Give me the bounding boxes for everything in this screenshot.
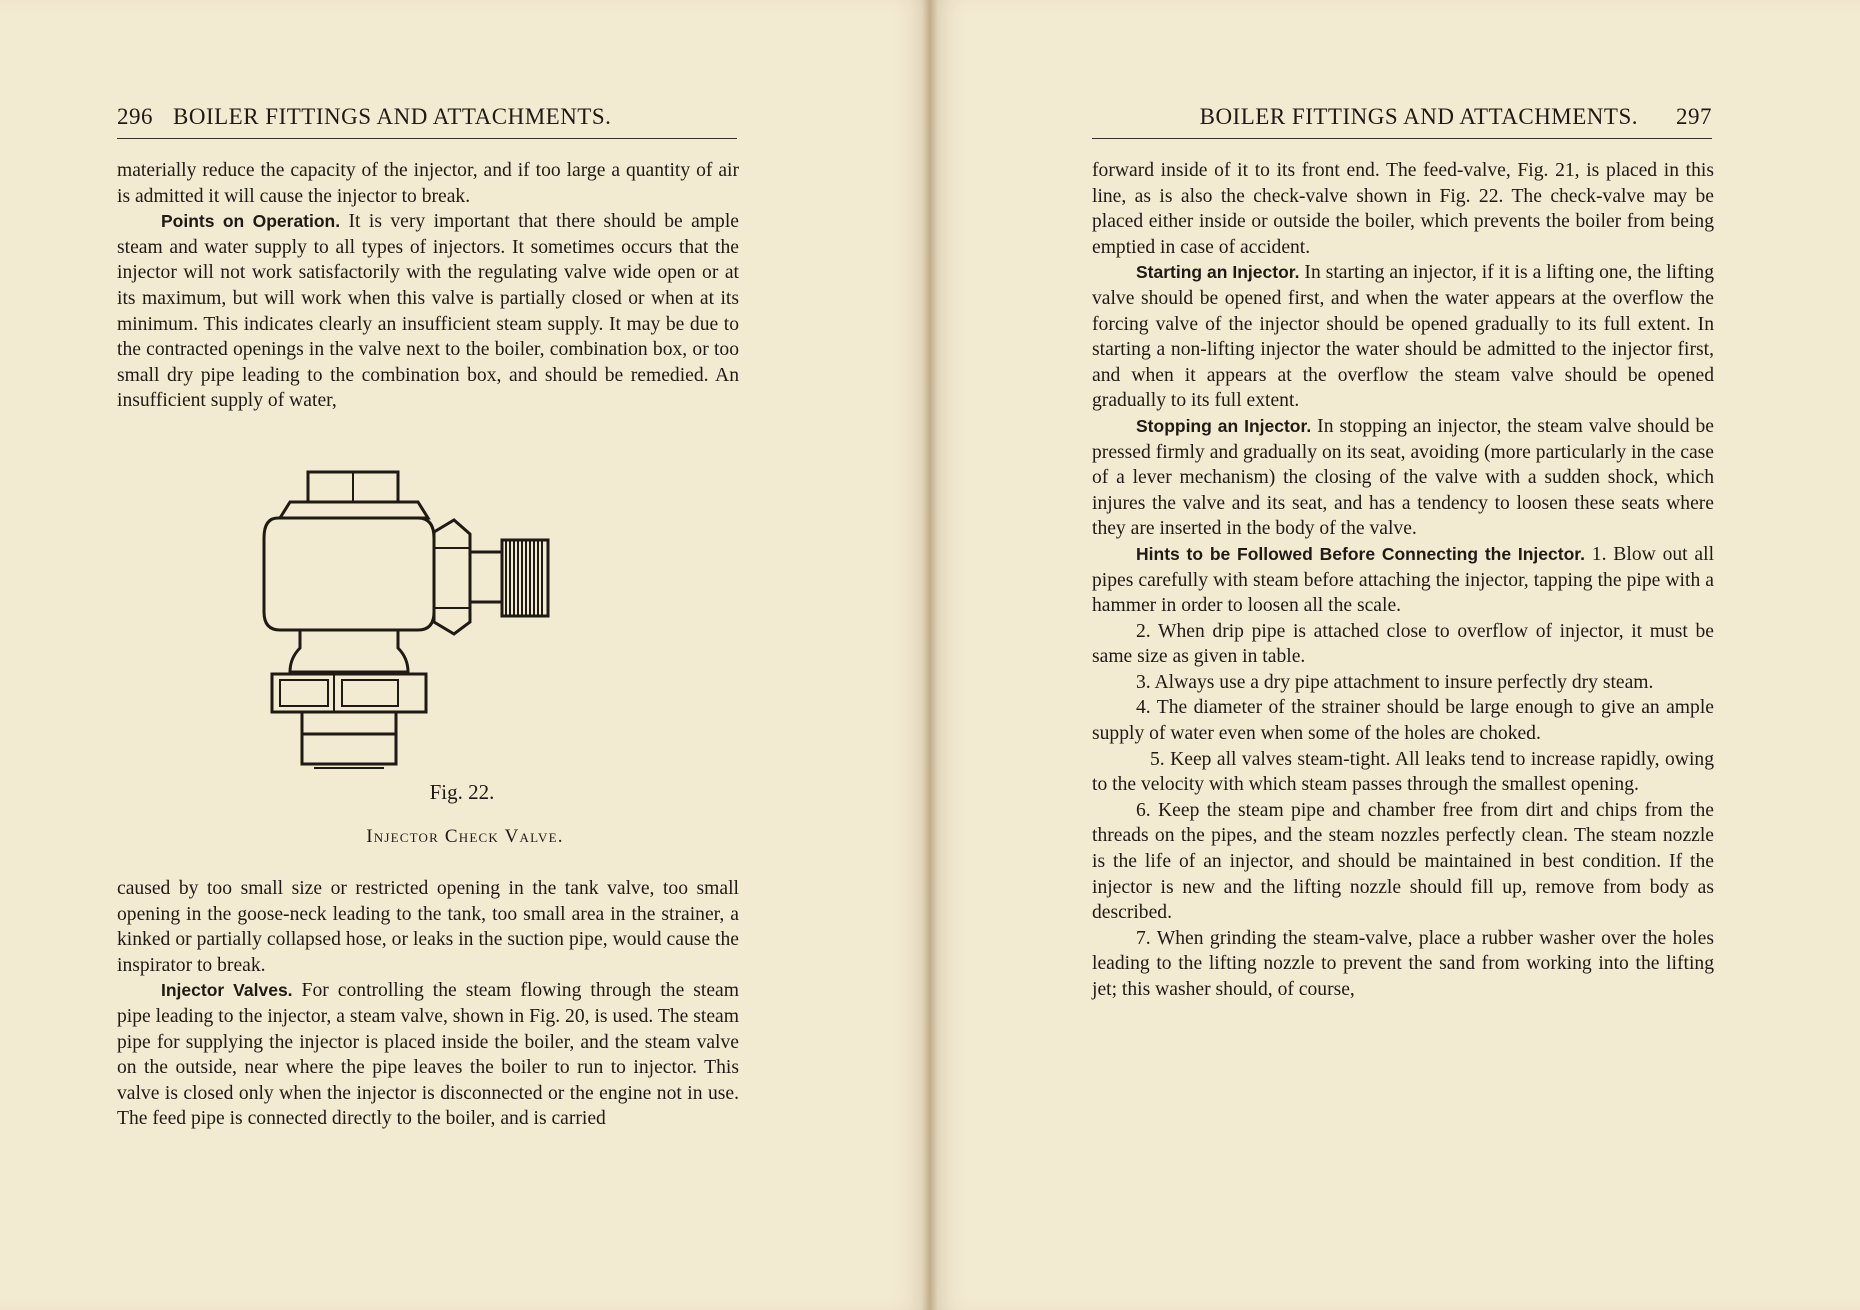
hint-item: 7. When grinding the steam-valve, place a rubber washer over the holes leading to the lifting nozzle to prevent the sand from working into the lifting jet; this washer should, of course,: [1092, 927, 1714, 1000]
paragraph-hints: Hints to be Followed Before Connecting the Injector. 1. Blow out all pipes carefully with steam before attaching the injector, tapping the pipe with a hammer in order to loosen all the scale.: [1092, 543, 1715, 617]
book-gutter: [922, 0, 938, 1310]
right-running-head-title: BOILER FITTINGS AND ATTACHMENTS.: [1199, 104, 1638, 129]
hint-item: 2. When drip pipe is attached close to overflow of injector, it must be same size as given in table.: [1092, 620, 1714, 668]
right-running-header: [1092, 104, 1712, 139]
injector-check-valve-figure: [250, 462, 630, 802]
paragraph: forward inside of it to its front end. The feed-valve, Fig. 21, is placed in this line, as is also the check-valve shown in Fig. 22. The check-valve may be placed either inside or outside the boiler, which prevents the boiler from being emptied in case of accident.: [1092, 160, 1714, 258]
figure-label: Fig. 22.: [429, 780, 495, 804]
paragraph: materially reduce the capacity of the injector, and if too large a quantity of air is admitted it will cause the injector to break.: [117, 160, 739, 207]
left-page-number: 296: [117, 104, 153, 129]
paragraph-heading: Stopping an Injector.: [1136, 415, 1312, 436]
figure-title: Injector Check Valve.: [366, 826, 564, 847]
right-page-number: 297: [1676, 104, 1712, 129]
right-text: [1092, 158, 1714, 1003]
paragraph-heading: Injector Valves.: [161, 980, 293, 1001]
paragraph: caused by too small size or restricted opening in the tank valve, too small opening in the goose-neck leading to the tank, too small area in the strainer, a kinked or partially collapsed hose, or leaks in the suction pipe, would cause the inspirator to break.: [117, 878, 739, 976]
left-bottom-text: [117, 876, 739, 1132]
paragraph-points-on-operation: Points on Operation. It is very important that there should be ample steam and water supply to all types of injectors. It sometimes occurs that the injector will not work satisfactorily with the regulating valve wide open or at its maximum, but will work when this valve is partially closed or when at its minimum. This indicates clearly an insufficient steam supply. It may be due to the contracted openings in the valve next to the boiler, combination box, or too small dry pipe leading to the combination box, and should be remedied. An insufficient supply of water,: [117, 211, 739, 412]
left-top-text: [117, 158, 739, 414]
paragraph-heading: Hints to be Followed Before Connecting the Injector.: [1136, 543, 1585, 564]
paragraph-starting-an-injector: Starting an Injector. In starting an injector, if it is a lifting one, the lifting valve should be opened first, and when the water appears at the overflow the forcing valve of the injector should be opened gradually to its full extent. In starting a non-lifting injector the water should be admitted to the injector first, and when it appears at the overflow the steam valve should be opened gradually to its full extent.: [1092, 262, 1714, 412]
hint-item: 5. Keep all valves steam-tight. All leaks tend to increase rapidly, owing to the velocity with which steam passes through the smallest opening.: [1092, 748, 1714, 796]
paragraph-heading: Starting an Injector.: [1136, 262, 1300, 283]
left-running-header: [117, 104, 737, 139]
hint-item: 3. Always use a dry pipe attachment to insure perfectly dry steam.: [1136, 671, 1654, 693]
paragraph-injector-valves: Injector Valves. For controlling the steam flowing through the steam pipe leading to the injector, a steam valve, shown in Fig. 20, is used. The steam pipe for supplying the injector is placed inside the boiler, and the steam valve on the outside, near where the pipe leaves the boiler to run to injector. This valve is closed only when the injector is disconnected or the engine not in use. The feed pipe is connected directly to the boiler, and is carried: [117, 980, 739, 1130]
paragraph-heading: Points on Operation.: [161, 211, 341, 232]
right-page: [930, 0, 1860, 1310]
paragraph-stopping-an-injector: Stopping an Injector. In stopping an injector, the steam valve should be pressed firmly and gradually on its seat, avoiding (more particularly in the case of a lever mechanism) the closing of the valve with a sudden shock, which injures the valve and its seat, and has a tendency to loosen these seats where they are inserted in the body of the valve.: [1092, 415, 1714, 540]
hint-item: 6. Keep the steam pipe and chamber free from dirt and chips from the threads on the pipes, and the steam nozzles perfectly clean. The steam nozzle is the life of an injector, and should be maintained in best condition. If the injector is new and the lifting nozzle should fill up, remove from body as described.: [1092, 799, 1714, 924]
left-running-head-title: BOILER FITTINGS AND ATTACHMENTS.: [173, 104, 612, 129]
hint-item: 4. The diameter of the strainer should be large enough to give an ample supply of water even when some of the holes are choked.: [1092, 697, 1714, 745]
